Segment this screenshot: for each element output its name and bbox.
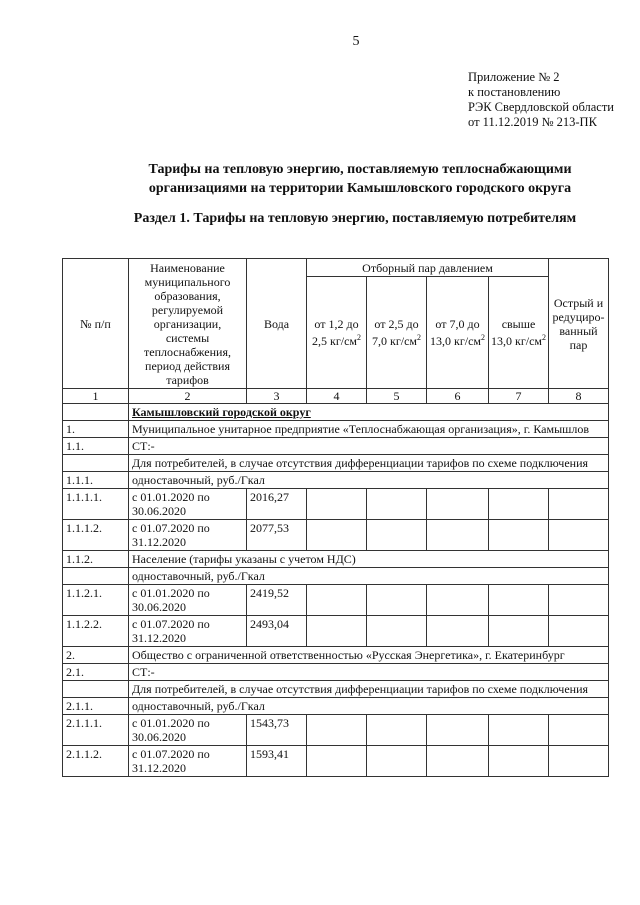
- table-cell: [63, 455, 129, 472]
- row-num: 1.1.1.1.: [63, 489, 129, 520]
- rate-type-row: [63, 472, 609, 489]
- section-title: Раздел 1. Тарифы на тепловую энергию, поставляемую потребителям: [133, 211, 577, 226]
- row-num: 1.1.: [63, 438, 129, 455]
- period: с 01.01.2020 по 30.06.2020: [129, 715, 247, 746]
- table-cell: [427, 715, 489, 746]
- table-cell: [489, 715, 549, 746]
- appendix-line: от 11.12.2019 № 213-ПК: [468, 115, 597, 129]
- system-row: [63, 438, 609, 455]
- header-num: № п/п: [63, 259, 129, 389]
- appendix-line: к постановлению: [468, 85, 561, 99]
- table-cell: [367, 746, 427, 777]
- table-cell: [307, 616, 367, 647]
- column-number: 4: [307, 389, 367, 404]
- table-cell: [307, 489, 367, 520]
- table-cell: [427, 616, 489, 647]
- district-row: [63, 404, 609, 421]
- header-water: Вода: [247, 259, 307, 389]
- row-num: 2.1.1.: [63, 698, 129, 715]
- header-steam-group: Отборный пар давлением: [307, 259, 549, 277]
- tariff-row: [63, 616, 609, 647]
- tariff-row: [63, 489, 609, 520]
- tariff-row: [63, 520, 609, 551]
- tariff-row: [63, 585, 609, 616]
- header-sharp-steam: Острый и редуциро-ванный пар: [549, 259, 609, 389]
- table-cell: [63, 568, 129, 585]
- table-cell: [489, 585, 549, 616]
- column-number: 8: [549, 389, 609, 404]
- consumers-text: Для потребителей, в случае отсутствия дифференциации тарифов по схеме подключения: [129, 455, 609, 472]
- table-cell: [307, 746, 367, 777]
- column-number: 1: [63, 389, 129, 404]
- rate-type: одноставочный, руб./Гкал: [129, 698, 609, 715]
- org-name: Общество с ограниченной ответственностью «Русская Энергетика», г. Екатеринбург: [129, 647, 609, 664]
- tariff-row: [63, 746, 609, 777]
- water-tariff: 1543,73: [247, 715, 307, 746]
- table-cell: [489, 520, 549, 551]
- water-tariff: 2077,53: [247, 520, 307, 551]
- consumers-row: [63, 681, 609, 698]
- district-name: Камышловский городской округ: [129, 404, 609, 421]
- header-pressure-3: от 7,0 до 13,0 $кг/см^2$: [427, 277, 489, 389]
- row-num: 2.1.: [63, 664, 129, 681]
- table-cell: [549, 520, 609, 551]
- rate-type: одноставочный, руб./Гкал: [129, 568, 609, 585]
- table-cell: [307, 585, 367, 616]
- consumers-text: Для потребителей, в случае отсутствия дифференциации тарифов по схеме подключения: [129, 681, 609, 698]
- column-number: 2: [129, 389, 247, 404]
- header-pressure-4: свыше 13,0 $кг/см^2$: [489, 277, 549, 389]
- table-cell: [367, 715, 427, 746]
- table-cell: [549, 585, 609, 616]
- rate-type: одноставочный, руб./Гкал: [129, 472, 609, 489]
- row-num: 1.1.2.2.: [63, 616, 129, 647]
- table-cell: [63, 681, 129, 698]
- table-cell: [307, 715, 367, 746]
- header-name: Наименование муниципального образования, регулируемой организации, системы теплоснабжения, период действия тарифов: [129, 259, 247, 389]
- population-text: Население (тарифы указаны с учетом НДС): [129, 551, 609, 568]
- row-num: 2.: [63, 647, 129, 664]
- column-number: 3: [247, 389, 307, 404]
- appendix-line: РЭК Свердловской области: [468, 100, 614, 114]
- table-cell: [549, 616, 609, 647]
- system-name: СТ:-: [129, 664, 609, 681]
- table-cell: [427, 746, 489, 777]
- table-cell: [427, 585, 489, 616]
- rate-type-row: [63, 698, 609, 715]
- table-cell: [367, 520, 427, 551]
- column-number: 5: [367, 389, 427, 404]
- period: с 01.01.2020 по 30.06.2020: [129, 585, 247, 616]
- consumers-row: [63, 455, 609, 472]
- period: с 01.07.2020 по 31.12.2020: [129, 520, 247, 551]
- population-row: [63, 551, 609, 568]
- row-num: 2.1.1.1.: [63, 715, 129, 746]
- org-name: Муниципальное унитарное предприятие «Теплоснабжающая организация», г. Камышлов: [129, 421, 609, 438]
- period: с 01.07.2020 по 31.12.2020: [129, 616, 247, 647]
- tariff-table-container: [62, 258, 608, 777]
- table-cell: [549, 489, 609, 520]
- title-line: Тарифы на тепловую энергию, поставляемую теплоснабжающими: [148, 162, 572, 177]
- system-row: [63, 664, 609, 681]
- row-num: 1.: [63, 421, 129, 438]
- table-cell: [549, 715, 609, 746]
- water-tariff: 1593,41: [247, 746, 307, 777]
- table-cell: [489, 489, 549, 520]
- rate-type-row: [63, 568, 609, 585]
- table-cell: [307, 520, 367, 551]
- header-pressure-2: от 2,5 до 7,0 $кг/см^2$: [367, 277, 427, 389]
- appendix-line: Приложение № 2: [468, 70, 560, 84]
- tariff-row: [63, 715, 609, 746]
- table-cell: [63, 404, 129, 421]
- column-number: 6: [427, 389, 489, 404]
- water-tariff: 2016,27: [247, 489, 307, 520]
- row-num: 1.1.1.2.: [63, 520, 129, 551]
- table-cell: [367, 616, 427, 647]
- table-cell: [489, 616, 549, 647]
- row-num: 1.1.2.: [63, 551, 129, 568]
- column-number: 7: [489, 389, 549, 404]
- header-pressure-1: от 1,2 до 2,5 $кг/см^2$: [307, 277, 367, 389]
- table-cell: [367, 489, 427, 520]
- org-row: [63, 647, 609, 664]
- water-tariff: 2419,52: [247, 585, 307, 616]
- document-title: [90, 160, 630, 198]
- page-number: 5: [352, 34, 360, 49]
- org-row: [63, 421, 609, 438]
- row-num: 2.1.1.2.: [63, 746, 129, 777]
- period: с 01.01.2020 по 30.06.2020: [129, 489, 247, 520]
- system-name: СТ:-: [129, 438, 609, 455]
- table-cell: [367, 585, 427, 616]
- table-cell: [427, 520, 489, 551]
- table-cell: [489, 746, 549, 777]
- appendix-note: [468, 70, 614, 130]
- water-tariff: 2493,04: [247, 616, 307, 647]
- period: с 01.07.2020 по 31.12.2020: [129, 746, 247, 777]
- title-line: организациями на территории Камышловского городского округа: [148, 181, 572, 196]
- column-numbers-row: [63, 389, 609, 404]
- tariff-table: [62, 258, 609, 777]
- table-cell: [427, 489, 489, 520]
- row-num: 1.1.2.1.: [63, 585, 129, 616]
- table-cell: [549, 746, 609, 777]
- row-num: 1.1.1.: [63, 472, 129, 489]
